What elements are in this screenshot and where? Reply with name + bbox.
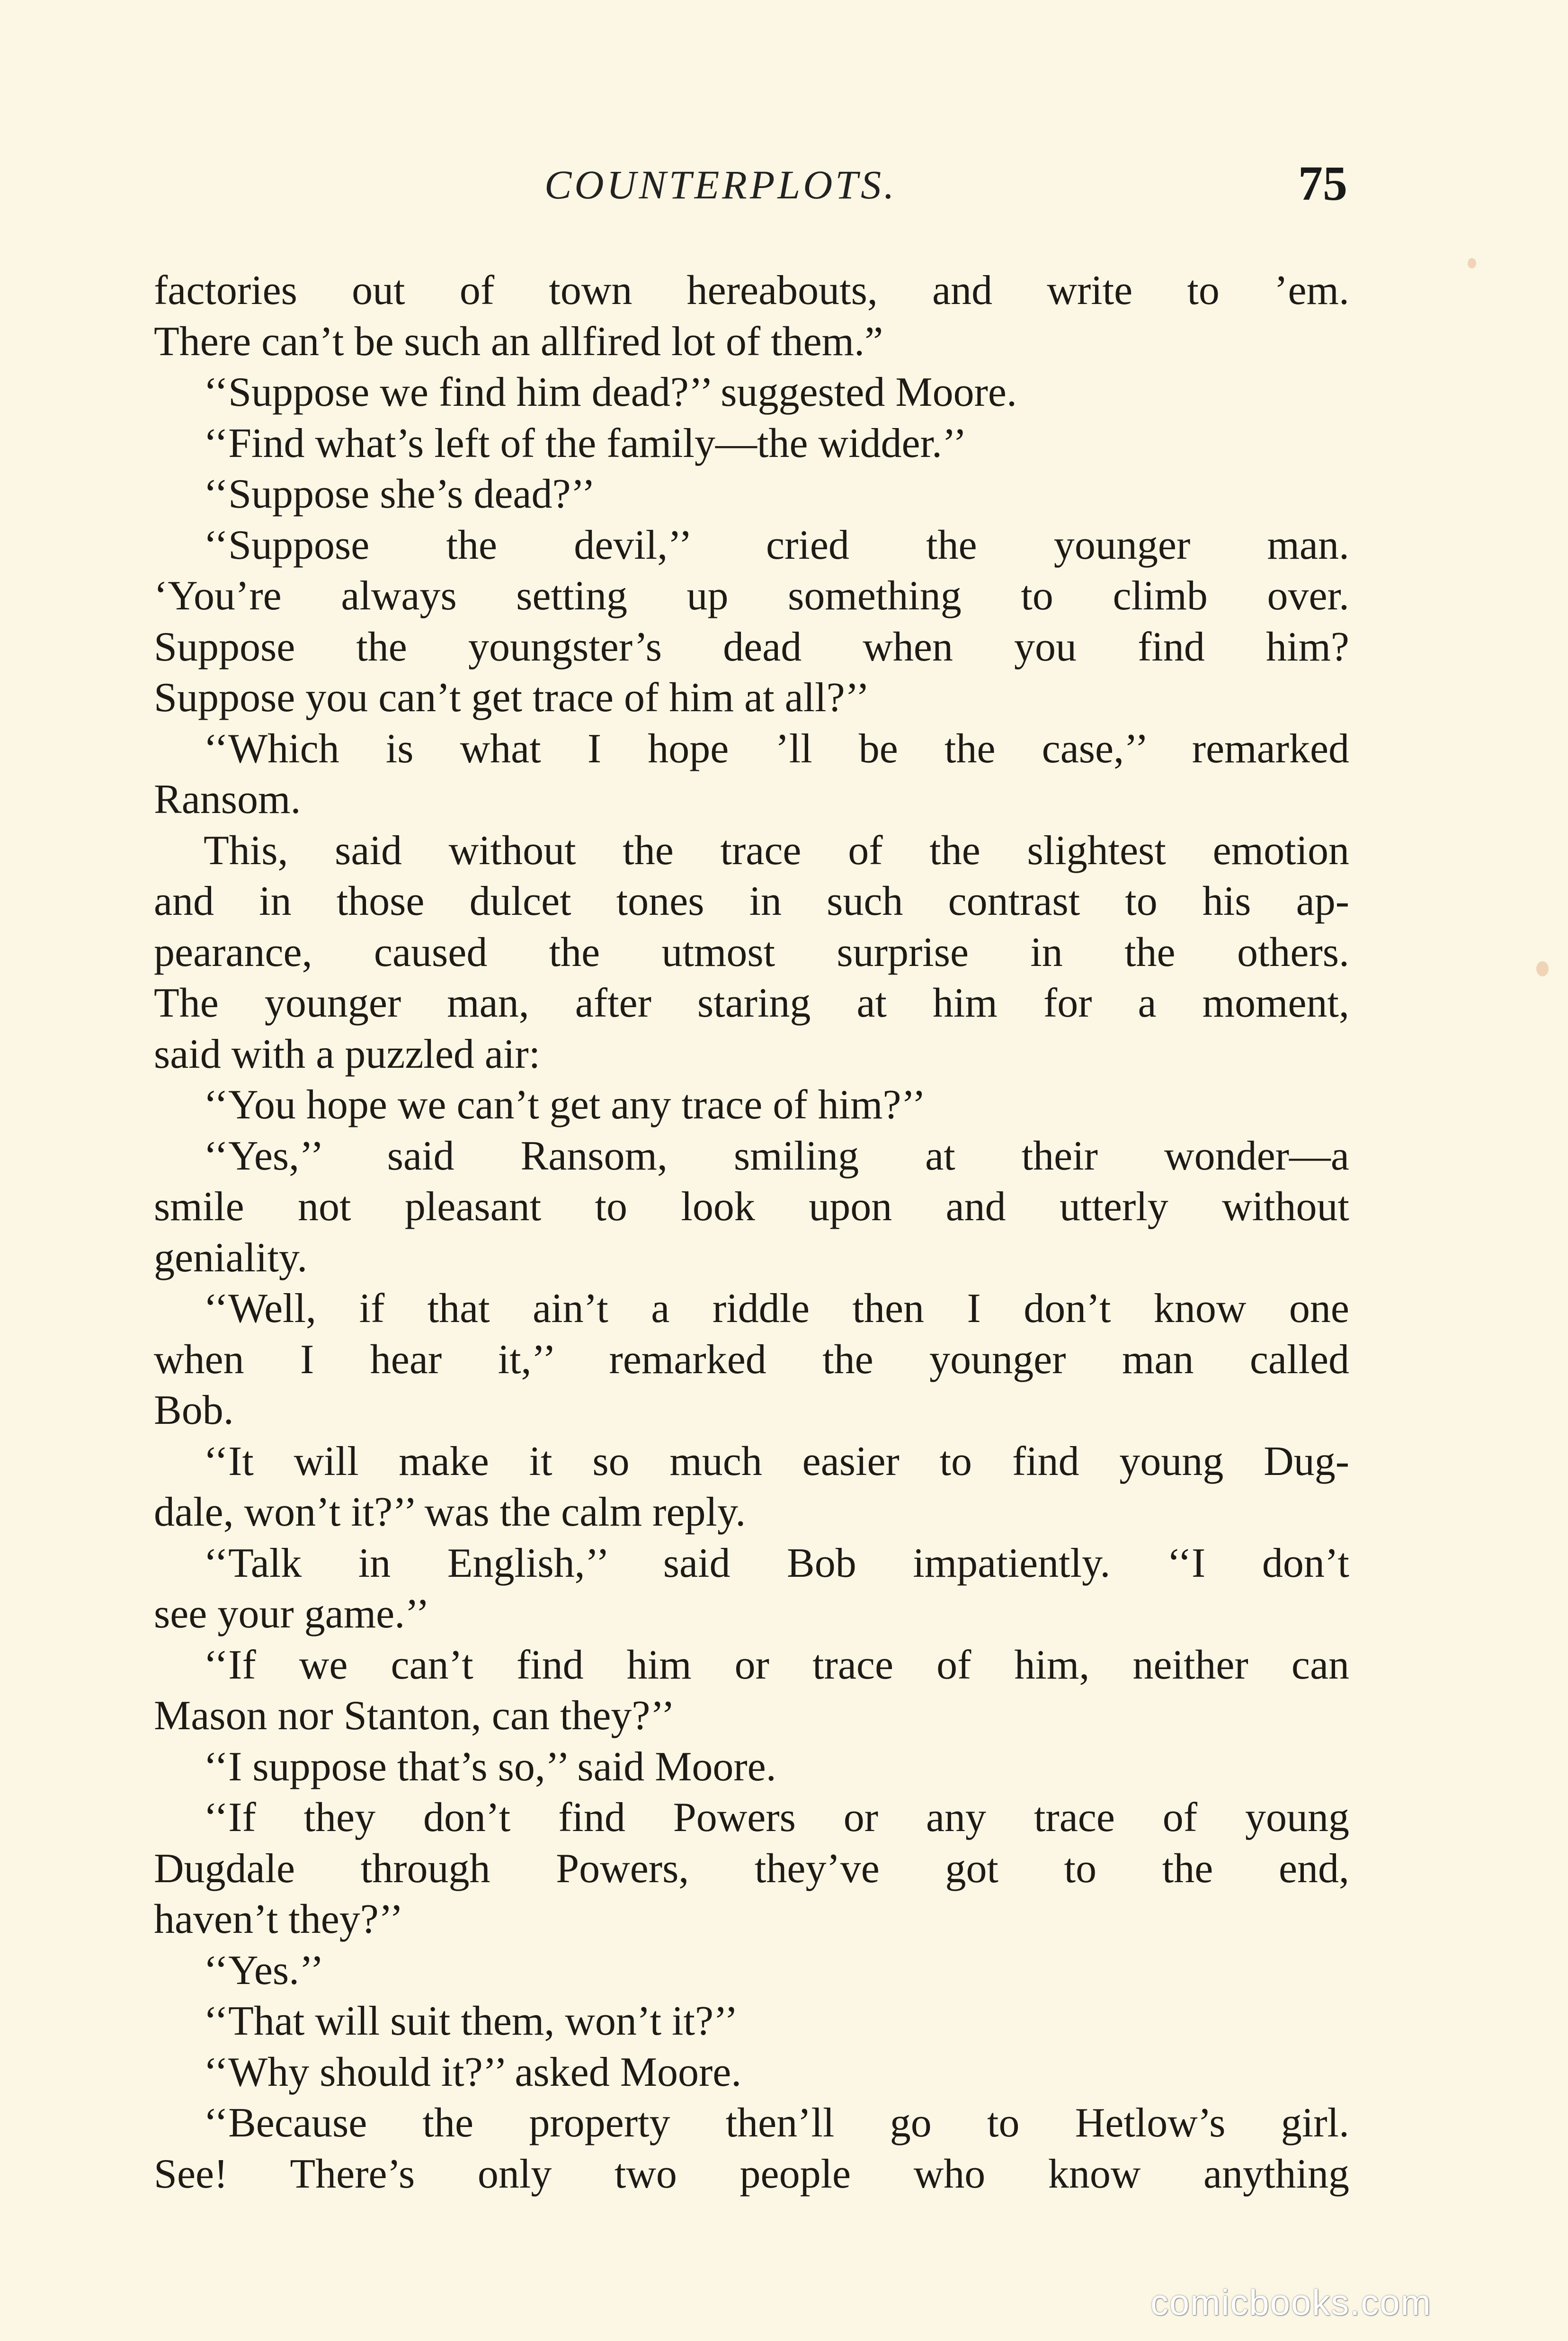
text-line: Ransom. [154,777,301,822]
watermark: comicbooks.com [1150,2283,1432,2323]
text-line: when I hear it,’’ remarked the younger man called [154,1336,1349,1383]
text-line: factories out of town hereabouts, and write to ’em. [154,268,1349,313]
text-line: pearance, caused the utmost surprise in the others. [154,929,1349,975]
text-line: ‘‘Which is what I hope ’ll be the case,’’ remarked [204,725,1349,772]
running-title: COUNTERPLOTS. [544,162,897,207]
text-line: ‘‘Talk in English,’’ said Bob impatiently. ‘‘I don’t [204,1540,1349,1586]
text-line: Bob. [154,1387,234,1433]
text-line: and in those dulcet tones in such contrast to his ap- [154,878,1349,924]
text-line: geniality. [154,1234,308,1281]
text-line: Suppose the youngster’s dead when you find him? [154,624,1349,670]
body-text [154,265,1349,2199]
text-line: This, said without the trace of the slightest emotion [204,827,1349,874]
text-line: ‘‘Yes.’’ [204,1947,324,1993]
text-line: ‘‘It will make it so much easier to find young Dug- [204,1438,1349,1484]
text-line: ‘‘Yes,’’ said Ransom, smiling at their wonder—a [204,1133,1349,1179]
text-line: ‘‘If we can’t find him or trace of him, neither can [204,1642,1349,1688]
text-line: see your game.’’ [154,1591,430,1637]
text-line: ‘‘Well, if that ain’t a riddle then I don’t know one [204,1286,1349,1331]
text-line: The younger man, after staring at him for a moment, [154,980,1349,1026]
text-line: See! There’s only two people who know anything [154,2151,1349,2197]
text-line: ‘‘Find what’s left of the family—the widder.’’ [204,420,967,466]
text-line: Suppose you can’t get trace of him at all?’’ [154,675,870,721]
text-line: haven’t they?’’ [154,1896,403,1942]
text-line: ‘‘I suppose that’s so,’’ said Moore. [204,1743,776,1790]
text-line: dale, won’t it?’’ was the calm reply. [154,1489,746,1535]
text-line: ‘‘That will suit them, won’t it?’’ [204,1998,739,2044]
text-line: ‘‘Why should it?’’ asked Moore. [204,2049,742,2095]
paper-stain [1468,258,1476,268]
text-line: ‘‘If they don’t find Powers or any trace of young [204,1795,1349,1841]
text-line: ‘You’re always setting up something to climb over. [154,573,1349,619]
paper-stain [1536,961,1549,976]
text-line: There can’t be such an allfired lot of them.” [154,318,883,365]
text-line: ‘‘You hope we can’t get any trace of him?’’ [204,1082,926,1128]
text-line: ‘‘Because the property then’ll go to Hetlow’s girl. [204,2100,1349,2146]
text-line: Dugdale through Powers, they’ve got to the end, [154,1845,1349,1892]
text-line: said with a puzzled air: [154,1031,541,1077]
text-line: Mason nor Stanton, can they?’’ [154,1693,675,1739]
text-line: ‘‘Suppose we find him dead?’’ suggested Moore. [204,369,1017,415]
text-line: ‘‘Suppose the devil,’’ cried the younger man. [204,522,1349,568]
text-line: smile not pleasant to look upon and utterly without [154,1184,1349,1230]
page-number: 75 [1298,156,1347,211]
text-line: ‘‘Suppose she’s dead?’’ [204,471,596,517]
